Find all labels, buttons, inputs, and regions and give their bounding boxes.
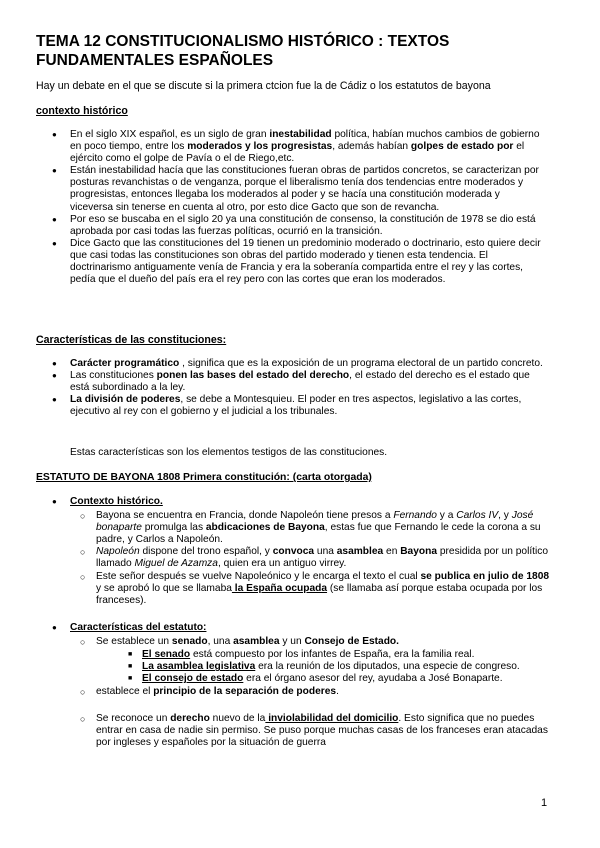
list-item: ○ Se reconoce un derecho nuevo de la inviolabilidad del domicilio. Esto significa que no puedes entrar en casa de nadie sin permiso. Se puso porque muchas casas de los franceses eran atacadas por ingleses y españoles por la situación de guerra xyxy=(70,713,550,749)
list-item: ○ establece el principio de la separación de poderes. xyxy=(70,686,550,698)
list-item: ■ El senado está compuesto por los infantes de España, era la familia real. xyxy=(122,649,522,661)
list-item: ○ Napoleón dispone del trono español, y convoca una asamblea en Bayona presidida por un político llamado Miguel de Azamza, quien era un antiguo virrey. xyxy=(70,546,550,570)
list-item: ■ El consejo de estado era el órgano asesor del rey, ayudaba a José Bonaparte. xyxy=(122,673,522,685)
page-number: 1 xyxy=(541,797,548,809)
contexto-estatuto-label: ● Contexto histórico. xyxy=(36,496,550,508)
caracteristicas-note: Estas características son los elementos testigos de las constituciones. xyxy=(70,447,388,458)
caracteristicas-estatuto-section xyxy=(36,622,550,749)
list-item: ● Las constituciones ponen las bases del estado del derecho, el estado del derecho es el estado que está subordinado a la ley. xyxy=(36,370,544,394)
estatuto-section xyxy=(36,496,550,607)
list-item: ● En el siglo XIX español, es un siglo de gran inestabilidad política, habían muchos cambios de gobierno en poco tiempo, entre los moderados y los progresistas, además habían golpes de estado por el ejército como el golpe de Pavía o el de Riego,etc. xyxy=(36,129,544,165)
list-item: ● Carácter programático , significa que es la exposición de un programa electoral de un partido concreto. xyxy=(36,358,544,370)
list-item: ○ Este señor después se vuelve Napoleónico y le encarga el texto el cual se publica en julio de 1808 y se aprobó lo que se llamaba la España ocupada (se llamaba así porque estaba ocupada por los franceses). xyxy=(70,571,550,607)
list-item: ● Dice Gacto que las constituciones del 19 tienen un predominio moderado o doctrinario, esto quiere decir que casi todas las constituciones son obras del partido moderado y tienen esta tendencia. El doctrinarismo antiguamente venía de Francia y era la soberanía compartida entre el rey y las cortes, pedía que el dueño del país era el rey pero con las cortes que eran los moderados. xyxy=(36,238,544,286)
list-item: ● Están inestabilidad hacía que las constituciones fueran obras de partidos concretos, se caracterizan por posturas revanchistas o de venganza, porque el liberalismo tenía dos tendencias entre moderados y progresistas, entonces llegaba los moderados al poder y se hacía una constitución moderada y viceversa sin tenerse en cuenta al otro, por esto dice Gacto que son de revancha. xyxy=(36,165,544,213)
caracteristicas-list xyxy=(36,358,544,418)
contexto-list xyxy=(36,129,544,286)
heading-contexto: contexto histórico xyxy=(36,105,128,117)
heading-estatuto: ESTATUTO DE BAYONA 1808 Primera constitución: (carta otorgada) xyxy=(36,472,372,483)
list-item: ○ Bayona se encuentra en Francia, donde Napoleón tiene presos a Fernando y a Carlos IV, y José bonaparte promulga las abdicaciones de Bayona, estas fue que Fernando le cede la corona a su padre, y Carlos a Napoleón. xyxy=(70,510,550,546)
caracteristicas-estatuto-label: ● Características del estatuto: xyxy=(36,622,550,634)
list-item: ● La división de poderes, se debe a Montesquieu. El poder en tres aspectos, legislativo a las cortes, ejecutivo al rey con el gobierno y el judicial a los tribunales. xyxy=(36,394,544,418)
heading-caracteristicas: Características de las constituciones: xyxy=(36,334,227,346)
list-item: ■ La asamblea legislativa era la reunión de los diputados, una especie de congreso. xyxy=(122,661,522,673)
list-item: ● Por eso se buscaba en el siglo 20 ya una constitución de consenso, la constitución de 1978 se dio está aprobada por casi todas las fuerzas políticas, ocurrió en la transición. xyxy=(36,214,544,238)
intro-paragraph: Hay un debate en el que se discute si la primera ctcion fue la de Cádiz o los estatutos de bayona xyxy=(36,80,491,92)
page-title: TEMA 12 CONSTITUCIONALISMO HISTÓRICO : TEXTOS FUNDAMENTALES ESPAÑOLES xyxy=(36,33,450,69)
list-item: ○ Se establece un senado, una asamblea y un Consejo de Estado. xyxy=(70,636,550,648)
